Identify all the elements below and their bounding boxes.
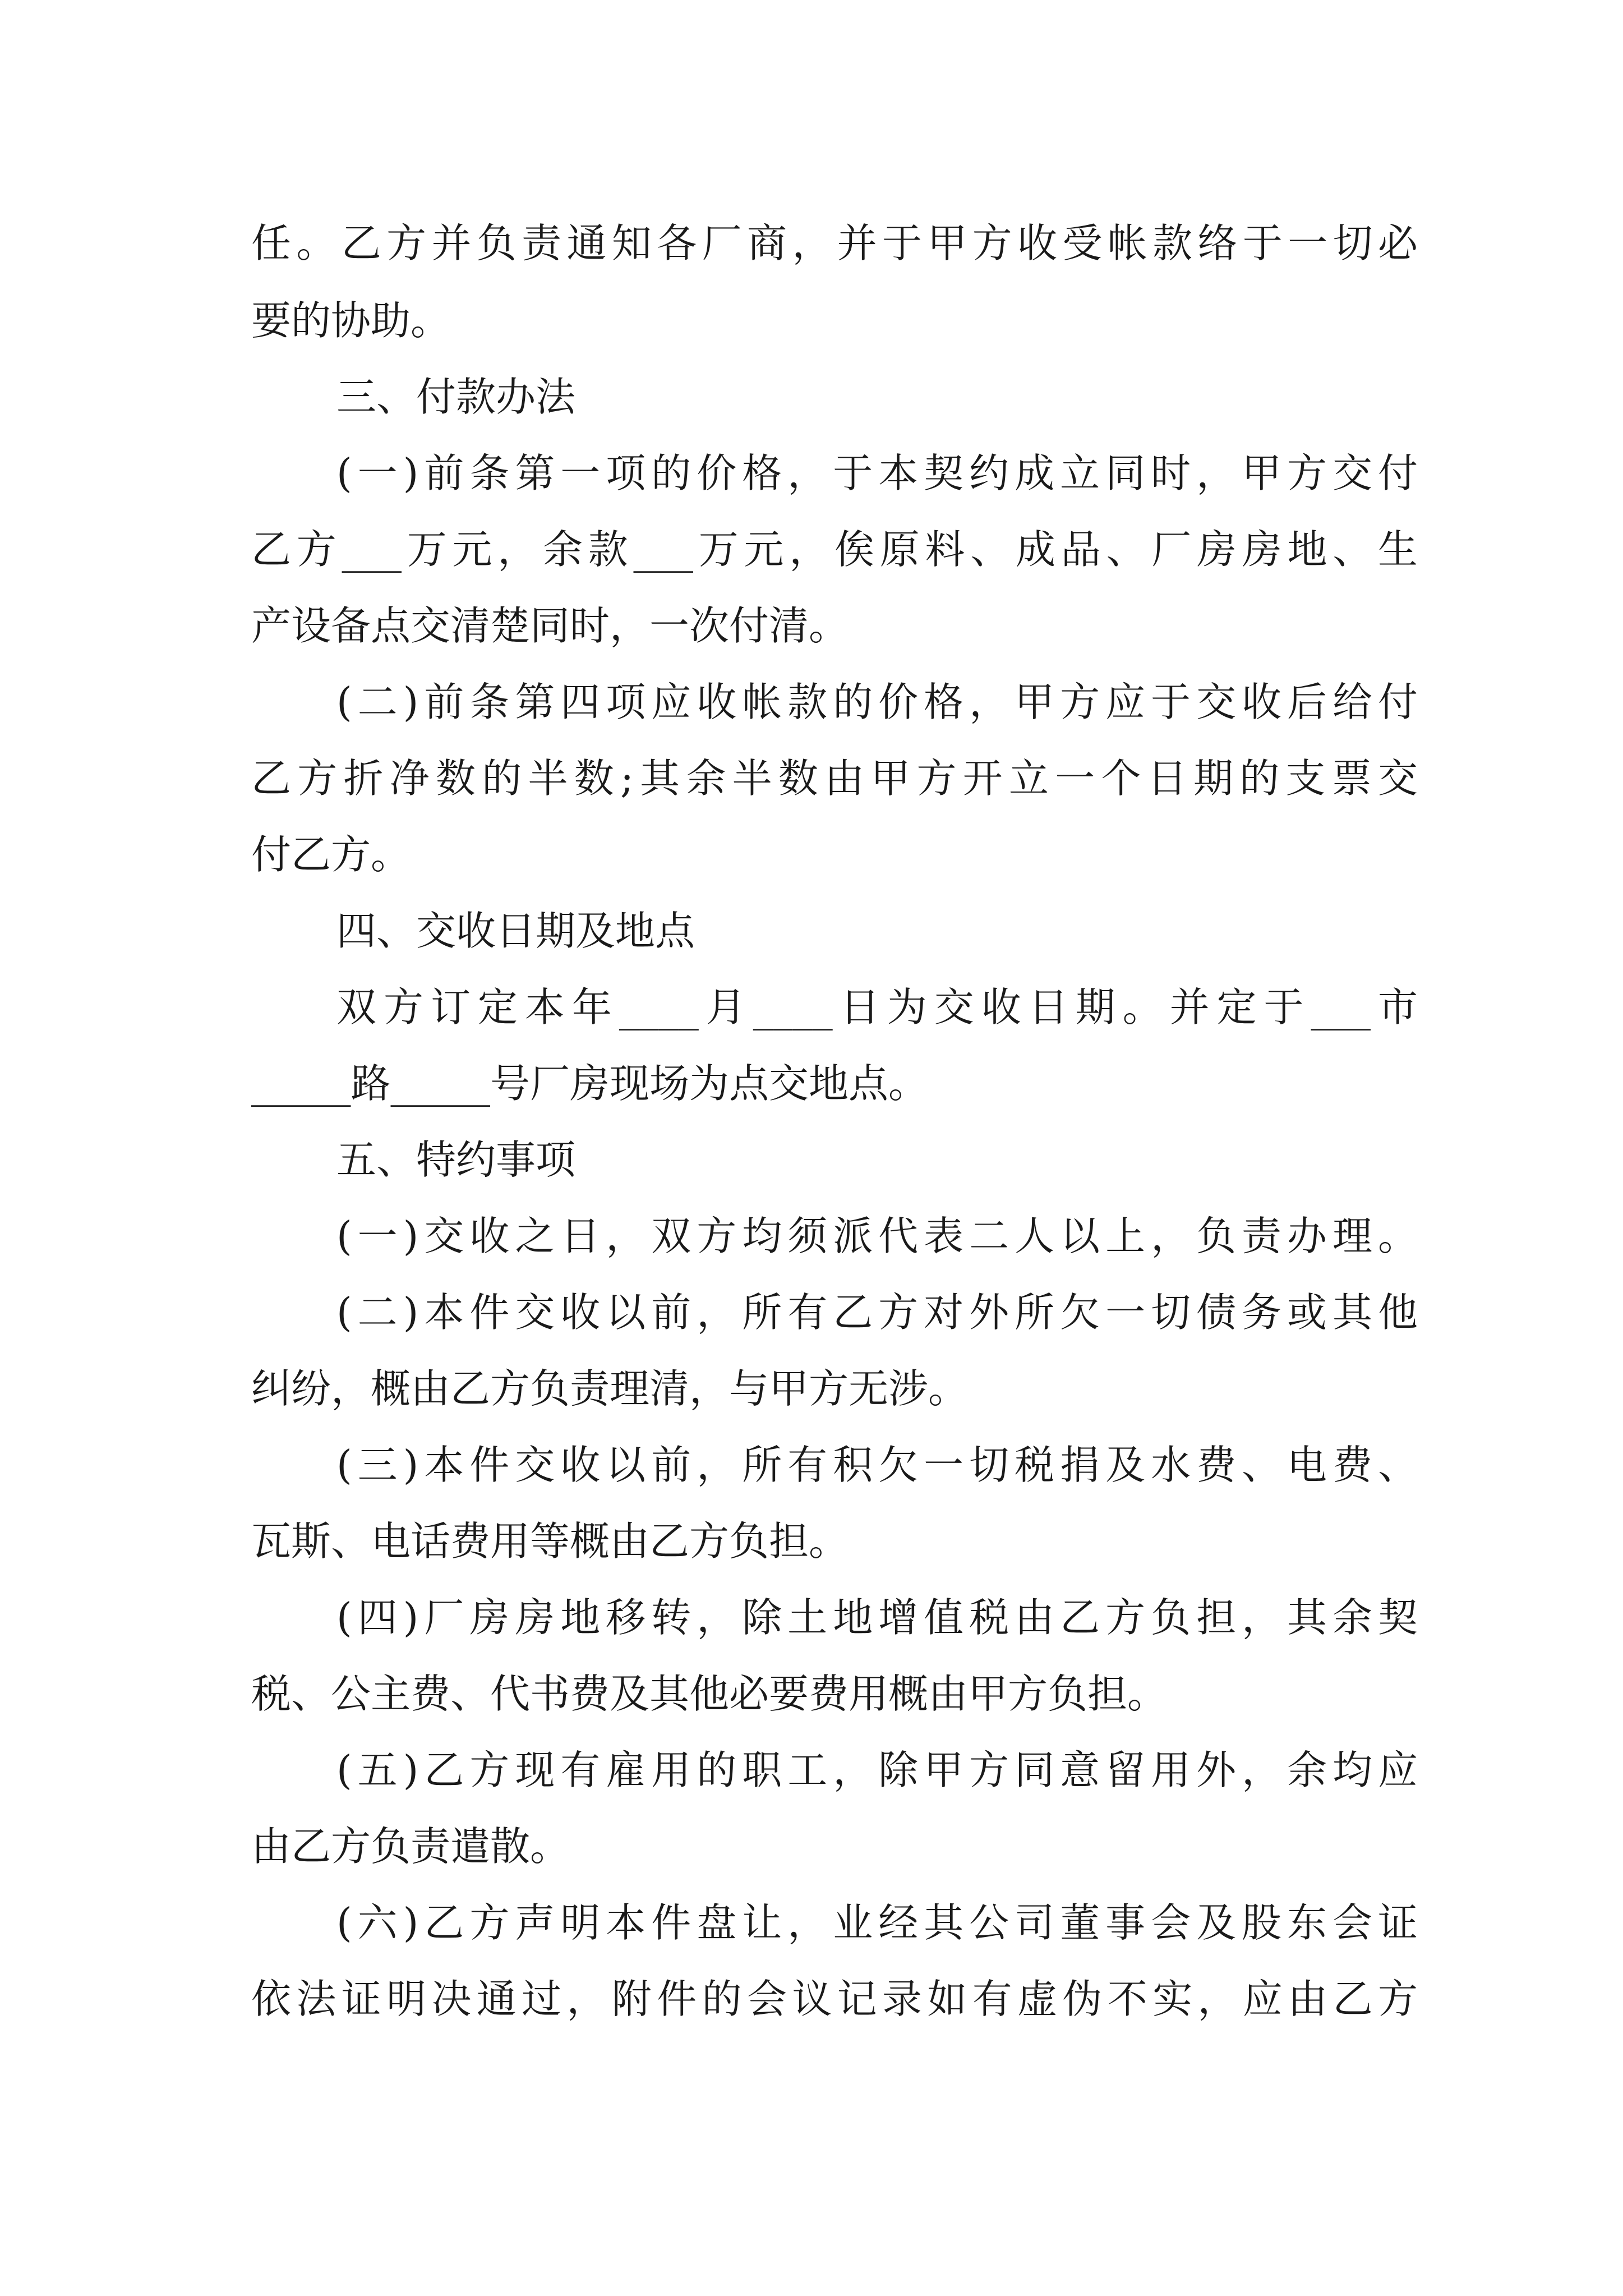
paragraph-line: (一)前条第一项的价格，于本契约成立同时，甲方交付 xyxy=(336,450,1418,496)
paragraph-line: (五)乙方现有雇用的职工，除甲方同意留用外，余均应 xyxy=(336,1747,1418,1793)
paragraph-line: (二)前条第四项应收帐款的价格，甲方应于交收后给付 xyxy=(336,679,1418,725)
paragraph-line: (三)本件交收以前，所有积欠一切税捐及水费、电费、 xyxy=(336,1442,1418,1488)
paragraph-line: 产设备点交清楚同时，一次付清。 xyxy=(251,602,849,649)
paragraph-line: 双方订定本年____月____日为交收日期。并定于___市 xyxy=(336,984,1418,1030)
paragraph-line: (四)厂房房地移转，除土地增值税由乙方负担，其余契 xyxy=(336,1594,1418,1641)
paragraph-line: (二)本件交收以前，所有乙方对外所欠一切债务或其他 xyxy=(336,1289,1418,1336)
paragraph-line: 税、公主费、代书费及其他必要费用概由甲方负担。 xyxy=(251,1671,1168,1717)
paragraph-line: 依法证明决通过，附件的会议记录如有虚伪不实，应由乙方 xyxy=(251,1976,1418,2022)
paragraph-line: 纠纷，概由乙方负责理清，与甲方无涉。 xyxy=(251,1365,969,1412)
section-heading: 三、付款办法 xyxy=(336,374,576,420)
paragraph-line: 乙方折净数的半数;其余半数由甲方开立一个日期的支票交 xyxy=(251,755,1418,802)
paragraph-line: 任。乙方并负责通知各厂商，并于甲方收受帐款络于一切必 xyxy=(251,220,1418,266)
section-heading: 四、交收日期及地点 xyxy=(336,908,695,954)
paragraph-line: 乙方___万元，余款___万元，俟原料、成品、厂房房地、生 xyxy=(251,526,1418,573)
paragraph-line: 要的协助。 xyxy=(251,297,451,344)
paragraph-line: _____路_____号厂房现场为点交地点。 xyxy=(251,1060,929,1107)
paragraph-line: 付乙方。 xyxy=(251,831,411,878)
section-heading: 五、特约事项 xyxy=(336,1137,576,1183)
paragraph-line: 瓦斯、电话费用等概由乙方负担。 xyxy=(251,1518,849,1565)
paragraph-line: (一)交收之日，双方均须派代表二人以上，负责办理。 xyxy=(336,1213,1418,1259)
paragraph-line: 由乙方负责遣散。 xyxy=(251,1823,570,1870)
paragraph-line: (六)乙方声明本件盘让，业经其公司董事会及股东会证 xyxy=(336,1899,1418,1946)
